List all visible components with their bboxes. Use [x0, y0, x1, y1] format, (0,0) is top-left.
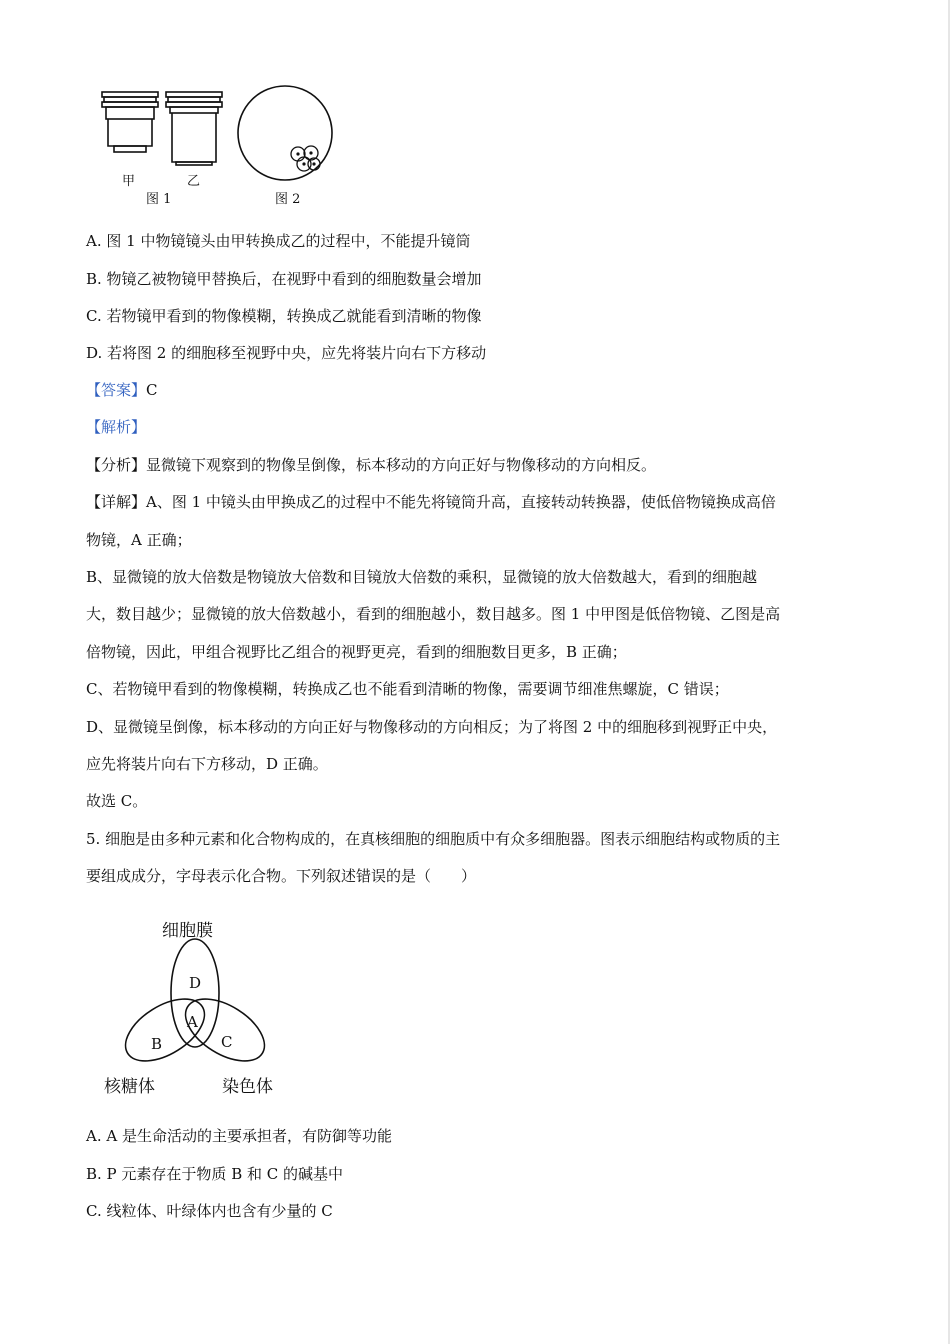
- letter-a: A: [187, 1013, 198, 1031]
- cell-cluster: [291, 146, 320, 171]
- q5-stem-2: 要组成成分，字母表示化合物。下列叙述错误的是（ ）: [86, 867, 477, 885]
- label-chromosome: 染色体: [222, 1077, 273, 1097]
- objective-lens-yi: [166, 92, 222, 165]
- fenxi-text: 显微镜下观察到的物像呈倒像，标本移动的方向正好与物像移动的方向相反。: [146, 456, 657, 474]
- caption-figure-1: 图 1: [146, 192, 172, 207]
- caption-figure-2: 图 2: [275, 192, 301, 207]
- label-ribosome: 核糖体: [104, 1077, 155, 1097]
- objective-lenses-figure: [98, 88, 228, 178]
- detail-line-3: B、显微镜的放大倍数是物镜放大倍数和目镜放大倍数的乘积，显微镜的放大倍数越大，看到的细胞越: [86, 568, 758, 586]
- q5-option-c: C. 线粒体、叶绿体内也含有少量的 C: [86, 1202, 333, 1220]
- detail-line-5: 倍物镜，因此，甲组合视野比乙组合的视野更亮，看到的细胞数目更多，B 正确；: [86, 643, 627, 661]
- fenxi-tag: 【分析】: [86, 456, 147, 474]
- detail-line-6: C、若物镜甲看到的物像模糊，转换成乙也不能看到清晰的物像，需要调节细准焦螺旋，C 错误；: [86, 680, 729, 698]
- detail-text-1: A、图 1 中镜头由甲换成乙的过程中不能先将镜筒升高，直接转动转换器，使低倍物镜换成高倍: [146, 493, 776, 511]
- answer-tag: 【答案】: [86, 381, 147, 399]
- q5-option-a: A. A 是生命活动的主要承担者，有防御等功能: [86, 1127, 392, 1145]
- detail-line-7: D、显微镜呈倒像，标本移动的方向正好与物像移动的方向相反；为了将图 2 中的细胞移到视野正中央，: [86, 718, 778, 736]
- xiangjie-tag: 【详解】: [86, 493, 147, 511]
- detail-line-1: [86, 491, 776, 513]
- q5-option-b: B. P 元素存在于物质 B 和 C 的碱基中: [86, 1165, 343, 1183]
- q4-option-d: D. 若将图 2 的细胞移至视野中央，应先将装片向右下方移动: [86, 344, 487, 362]
- detail-line-4: 大，数目越少；显微镜的放大倍数越小，看到的细胞越小，数目越多。图 1 中甲图是低倍物镜、乙图是高: [86, 605, 781, 623]
- letter-d: D: [189, 974, 202, 992]
- letter-b: B: [151, 1035, 163, 1053]
- answer-line: [86, 379, 158, 401]
- q4-option-a: A. 图 1 中物镜镜头由甲转换成乙的过程中，不能提升镜筒: [86, 232, 471, 250]
- label-yi: 乙: [187, 174, 201, 189]
- answer-value: C: [146, 381, 158, 399]
- field-of-view-figure: [234, 84, 336, 186]
- analysis-tag: 【解析】: [86, 418, 147, 436]
- q4-option-b: B. 物镜乙被物镜甲替换后，在视野中看到的细胞数量会增加: [86, 270, 482, 288]
- q5-stem-1: 5. 细胞是由多种元素和化合物构成的，在真核细胞的细胞质中有众多细胞器。图表示细胞结构或物质的主: [86, 830, 781, 848]
- letter-c: C: [221, 1033, 233, 1051]
- analysis-heading: [86, 416, 146, 438]
- fenxi-line: [86, 454, 656, 476]
- q4-option-c: C. 若物镜甲看到的物像模糊，转换成乙就能看到清晰的物像: [86, 307, 482, 325]
- detail-line-9: 故选 C。: [86, 792, 148, 810]
- composition-diagram: [120, 938, 270, 1073]
- detail-line-2: 物镜，A 正确；: [86, 531, 192, 549]
- label-cell-membrane: 细胞膜: [162, 921, 213, 941]
- objective-lens-jia: [102, 92, 158, 152]
- detail-line-8: 应先将装片向右下方移动，D 正确。: [86, 755, 328, 773]
- label-jia: 甲: [122, 174, 136, 189]
